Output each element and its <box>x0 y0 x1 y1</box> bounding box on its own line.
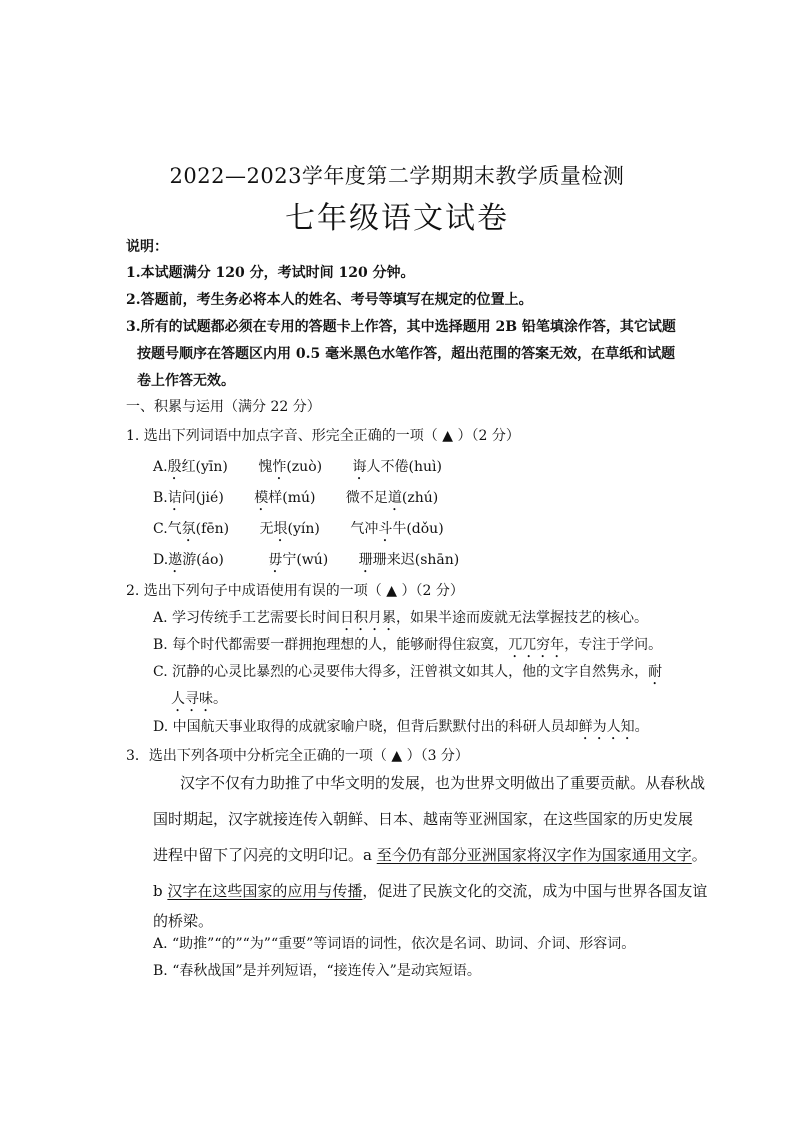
note-3-line3: 卷上作答无效。 <box>137 373 235 389</box>
word-text: 牛(dǒu) <box>392 521 444 537</box>
sentence-text: B. 每个时代都需要一群拥抱理想的人，能够耐得住寂寞， <box>153 637 509 653</box>
dotted-char: 殷 <box>167 459 182 475</box>
q3-passage-line2: 国时期起，汉字就接连传入朝鲜、日本、越南等亚洲国家，在这些国家的历史发展 <box>153 810 694 828</box>
q1-option-a <box>153 458 442 483</box>
dotted-char: 珊 <box>358 552 373 568</box>
q2-option-a <box>153 609 648 634</box>
note-3-line2: 按题号顺序在答题区内用 0.5 毫米黑色水笔作答，超出范围的答案无效，在草纸和试题 <box>137 346 676 362</box>
sentence-text: 。 <box>213 691 227 707</box>
note-1: 1.本试题满分 120 分，考试时间 120 分钟。 <box>126 265 415 281</box>
dotted-char: 毋 <box>268 552 283 568</box>
underlined-sentence-a: 至今仍有部分亚洲国家将汉字作为国家通用文字 <box>376 846 692 864</box>
dotted-char: 模 <box>254 490 269 506</box>
dotted-idiom: 人寻味 <box>171 691 213 707</box>
q2-stem: 2. 选出下列句子中成语使用有误的一项（ ▲ ）（2 分） <box>126 583 464 599</box>
dotted-char: 氛 <box>181 521 196 537</box>
q3-passage-line5: 的桥梁。 <box>153 912 214 930</box>
word-text: (yín) <box>287 521 320 537</box>
sentence-text: ，专注于学问。 <box>564 637 663 653</box>
word-text: 珊来迟(shān) <box>372 552 460 568</box>
option-label: D. <box>153 552 169 568</box>
exam-title: 2022—2023学年度第二学期期末教学质量检测 <box>169 164 625 188</box>
q3-passage-line4 <box>153 882 707 900</box>
word-text: 红(yīn) <box>181 459 228 475</box>
q3-stem: 3．选出下列各项中分析完全正确的一项（ ▲ ）（3 分） <box>126 748 469 764</box>
dotted-idiom: 鲜为人知 <box>578 719 635 735</box>
dotted-char: 怍 <box>272 459 287 475</box>
q2-option-d <box>153 718 649 743</box>
sentence-text: 。 <box>634 719 649 735</box>
dotted-char: 斗 <box>378 521 393 537</box>
q3-option-a: A. “助推”“的”“为”“重要”等词语的词性，依次是名词、助词、介词、形容词。 <box>153 936 636 952</box>
word-text: (zuò) <box>286 459 323 475</box>
q1-option-d <box>153 551 459 576</box>
word-text: 样(mú) <box>268 490 316 506</box>
passage-text: 进程中留下了闪亮的文明印记。a <box>153 846 377 864</box>
word-text: 气 <box>167 521 182 537</box>
q2-option-c-cont <box>171 690 227 715</box>
q2-option-b <box>153 636 662 661</box>
dotted-char: 垠 <box>273 521 288 537</box>
dotted-idiom: 兀兀穷年 <box>508 637 565 653</box>
dotted-char: 遨 <box>168 552 183 568</box>
option-label: A. <box>153 459 168 475</box>
word-text: (wú) <box>296 552 329 568</box>
word-text: 气冲 <box>350 521 379 537</box>
sentence-text: ，如果半途而废就无法掌握技艺的核心。 <box>396 610 649 626</box>
dotted-idiom: 耐 <box>648 664 663 680</box>
dotted-idiom: 日积月累 <box>340 610 397 626</box>
section-1-heading: 一、积累与运用（满分 22 分） <box>126 399 321 415</box>
q2-option-c <box>153 663 662 688</box>
q3-passage-line1: 汉字不仅有力助推了中华文明的发展，也为世界文明做出了重要贡献。从春秋战 <box>180 774 706 792</box>
notes-label: 说明： <box>126 239 168 255</box>
passage-text: b <box>153 882 168 900</box>
option-label: B. <box>153 490 168 506</box>
word-text: 愧 <box>258 459 273 475</box>
dotted-char: 道 <box>387 490 402 506</box>
word-text: 微不足 <box>345 490 388 506</box>
passage-text: ，促进了民族文化的交流，成为中国与世界各国友谊 <box>362 882 708 900</box>
note-3-line1: 3.所有的试题都必须在专用的答题卡上作答，其中选择题用 2B 铅笔填涂作答，其它试题 <box>126 319 676 335</box>
note-2: 2.答题前，考生务必将本人的姓名、考号等填写在规定的位置上。 <box>126 292 533 308</box>
q1-stem: 1. 选出下列词语中加点字音、形完全正确的一项（ ▲ ）（2 分） <box>126 428 520 444</box>
passage-text: 。 <box>691 846 707 864</box>
q3-option-b: B. “春秋战国”是并列短语，“接连传入”是动宾短语。 <box>153 963 481 979</box>
word-text: (zhú) <box>401 490 439 506</box>
q1-option-c <box>153 520 444 545</box>
sentence-text: C. 沉静的心灵比暴烈的心灵要伟大得多，汪曾祺文如其人，他的文字自然隽永， <box>153 664 649 680</box>
q3-passage-line3 <box>153 846 707 864</box>
sentence-text: A. 学习传统手工艺需要长时间 <box>153 610 341 626</box>
word-text: 宁 <box>282 552 297 568</box>
dotted-char: 诲 <box>352 459 367 475</box>
exam-subtitle: 七年级语文试卷 <box>285 201 509 236</box>
option-label: C. <box>153 521 168 537</box>
underlined-sentence-b: 汉字在这些国家的应用与传播 <box>167 882 363 900</box>
word-text: 游(áo) <box>182 552 224 568</box>
word-text: (fēn) <box>195 521 230 537</box>
sentence-text: D. 中国航天事业取得的成就家喻户晓，但背后默默付出的科研人员却 <box>153 719 579 735</box>
word-text: 人不倦(huì) <box>366 459 442 475</box>
word-text: 无 <box>259 521 274 537</box>
dotted-char: 诘 <box>167 490 182 506</box>
q1-option-b <box>153 489 438 514</box>
word-text: 问(jié) <box>181 490 224 506</box>
